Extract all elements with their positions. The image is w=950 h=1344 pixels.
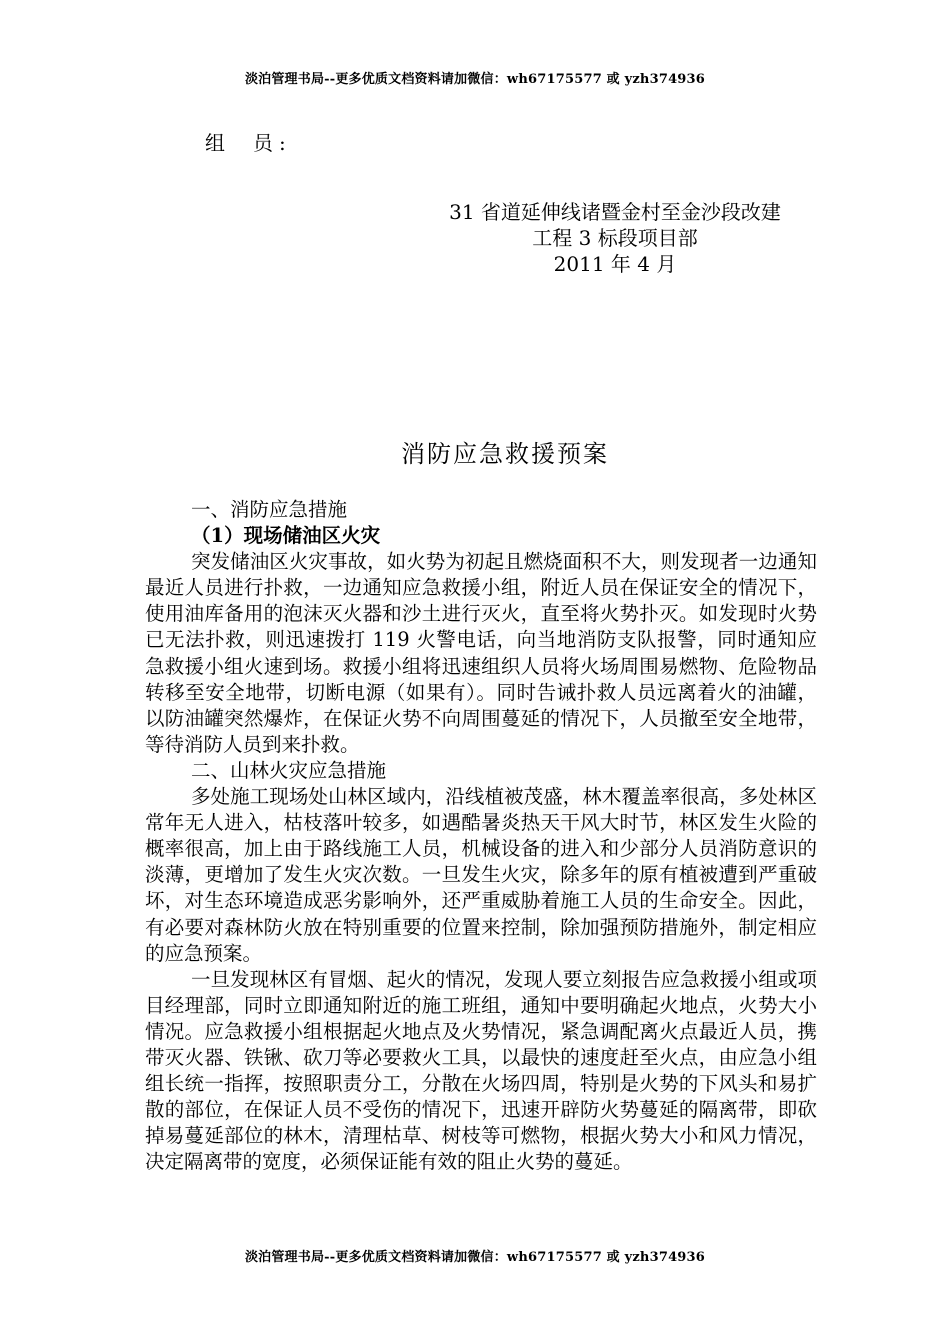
paragraph-2: 多处施工现场处山林区域内，沿线植被茂盛，林木覆盖率很高，多处林区常年无人进入，枯枝落叶较多，如遇酷暑炎热天干风大时节，林区发生火险的概率很高，加上由于路线施工人员，机械设备的进入和少部分人员消防意识的淡薄，更增加了发生火灾次数。一旦发生火灾，除多年的原有植被遭到严重破坏，对生态环境造成恶劣影响外，还严重威胁着施工人员的生命安全。因此，有必要对森林防火放在特别重要的位置来控制，除加强预防措施外，制定相应的应急预案。 (145, 785, 817, 965)
organization-line-1: 31 省道延伸线诸暨金村至金沙段改建 (449, 200, 781, 224)
page-footer-note: 淡泊管理书局--更多优质文档资料请加微信：wh67175577 或 yzh374936 (244, 1250, 706, 1265)
members-label-part1: 组 (205, 131, 231, 155)
page-header-note: 淡泊管理书局--更多优质文档资料请加微信：wh67175577 或 yzh374936 (244, 72, 706, 87)
organization-line-2: 工程 3 标段项目部 (532, 226, 698, 250)
paragraph-1: 突发储油区火灾事故，如火势为初起且燃烧面积不大，则发现者一边通知最近人员进行扑救，一边通知应急救援小组，附近人员在保证安全的情况下，使用油库备用的泡沫灭火器和沙土进行灭火，直至将火势扑灭。如发现时火势已无法扑救，则迅速拨打 119 火警电话，向当地消防支队报警，同时通知应急救援小组火速到场。救援小组将迅速组织人员将火场周围易燃物、危险物品转移至安全地带，切断电源（如果有）。同时告诫扑救人员远离着火的油罐，以防油罐突然爆炸，在保证火势不向周围蔓延的情况下，人员撤至安全地带，等待消防人员到来扑救。 (145, 550, 817, 756)
paragraph-3: 一旦发现林区有冒烟、起火的情况，发现人要立刻报告应急救援小组或项目经理部，同时立即通知附近的施工班组，通知中要明确起火地点，火势大小情况。应急救援小组根据起火地点及火势情况，紧急调配离火点最近人员，携带灭火器、铁锹、砍刀等必要救火工具，以最快的速度赶至火点，由应急小组组长统一指挥，按照职责分工，分散在火场四周，特别是火势的下风头和易扩散的部位，在保证人员不受伤的情况下，迅速开辟防火势蔓延的隔离带，即砍掉易蔓延部位的林木，清理枯草、树枝等可燃物，根据火势大小和风力情况，决定隔离带的宽度，必须保证能有效的阻止火势的蔓延。 (145, 967, 817, 1174)
document-body (145, 497, 817, 1175)
members-label (205, 127, 292, 156)
members-label-part2: 员: (253, 131, 292, 155)
subsection-1-heading: （1）现场储油区火灾 (191, 524, 381, 548)
organization-block (415, 199, 815, 277)
section-2-heading: 二、山林火灾应急措施 (191, 758, 387, 782)
section-1-heading: 一、消防应急措施 (191, 498, 348, 521)
document-title: 消防应急救援预案 (401, 440, 609, 468)
document-date: 2011 年 4 月 (553, 252, 677, 276)
